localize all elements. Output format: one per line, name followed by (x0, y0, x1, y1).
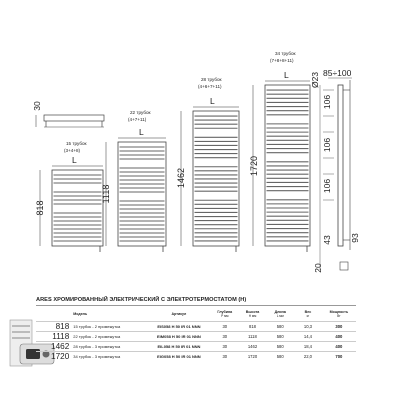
header-depth: Глубина P мм (217, 309, 233, 318)
radiator-1720 (249, 51, 310, 252)
radiator-1720-width-label: L (284, 70, 289, 80)
radiator-1462 (176, 77, 239, 252)
bottom-offset-label: 43 (322, 235, 332, 245)
spacing-label-2: 106 (322, 137, 332, 153)
radiator-1118-height-label: 1118 (101, 184, 111, 204)
top-view-depth-label: 30 (32, 101, 42, 111)
radiator-1462-tubes: 28 трубок (201, 77, 222, 82)
radiator-1462-width-label: L (210, 96, 215, 106)
table-row: 1720 34 трубок - 3 промежутка EIG058 H 50 IR 01 NNN 30 1720 580 22,0 700 (36, 352, 356, 362)
radiator-1462-sections: (4+6+7+11) (198, 84, 222, 89)
header-power: Мощность Вт (329, 309, 349, 318)
pipe-diameter-label: Ø23 (310, 71, 320, 89)
radiator-818-sections: (3+4+8) (64, 148, 81, 153)
radiator-818-height-label: 818 (35, 200, 45, 216)
table-row: 818 15 трубок - 2 промежутка EIS058 H 50 IR 01 NNN 30 818 580 10,3 300 (36, 322, 356, 332)
radiator-1118-width-label: L (139, 127, 144, 137)
spacing-label-1: 106 (322, 94, 332, 110)
table-header-row (36, 307, 356, 322)
spec-table (36, 307, 356, 361)
bottom-gap-label: 20 (313, 263, 323, 273)
top-view (32, 101, 104, 127)
title-rule (36, 305, 356, 306)
radiator-1118 (101, 110, 166, 252)
radiator-1720-height-label: 1720 (249, 155, 259, 177)
table-row: 1462 28 трубок - 3 промежутка EIL058 H 50 IR 01 NNN 30 1462 580 18,4 400 (36, 342, 356, 352)
table-title: ARES ХРОМИРОВАННЫЙ ЭЛЕКТРИЧЕСКИЙ С ЭЛЕКТРОТЕРМОСТАТОМ (H) (36, 297, 247, 303)
spacing-label-3: 106 (322, 178, 332, 194)
side-view (310, 68, 360, 273)
table-row: 1118 22 трубок - 2 промежутка EIM058 H 50 IR 01 NNN 30 1118 580 14,4 400 (36, 332, 356, 342)
radiator-818 (35, 141, 103, 252)
radiator-1118-sections: (4+7+11) (128, 117, 147, 122)
header-article: Артикул (171, 311, 187, 316)
header-model: Модель (73, 311, 88, 316)
header-height: Высота H мм (245, 309, 260, 318)
bottom-height-label: 93 (350, 233, 360, 243)
header-weight: Вес кг (304, 309, 312, 318)
radiator-818-tubes: 15 трубок (66, 141, 87, 146)
radiator-1462-height-label: 1462 (176, 167, 186, 189)
radiator-1118-tubes: 22 трубок (130, 110, 151, 115)
radiator-1720-sections: (7+8+8+11) (270, 58, 294, 63)
radiator-818-width-label: L (72, 155, 77, 165)
header-length: Длина L мм (274, 309, 286, 318)
radiator-1720-tubes: 34 трубок (275, 51, 296, 56)
side-depth-label: 85÷100 (323, 68, 352, 78)
